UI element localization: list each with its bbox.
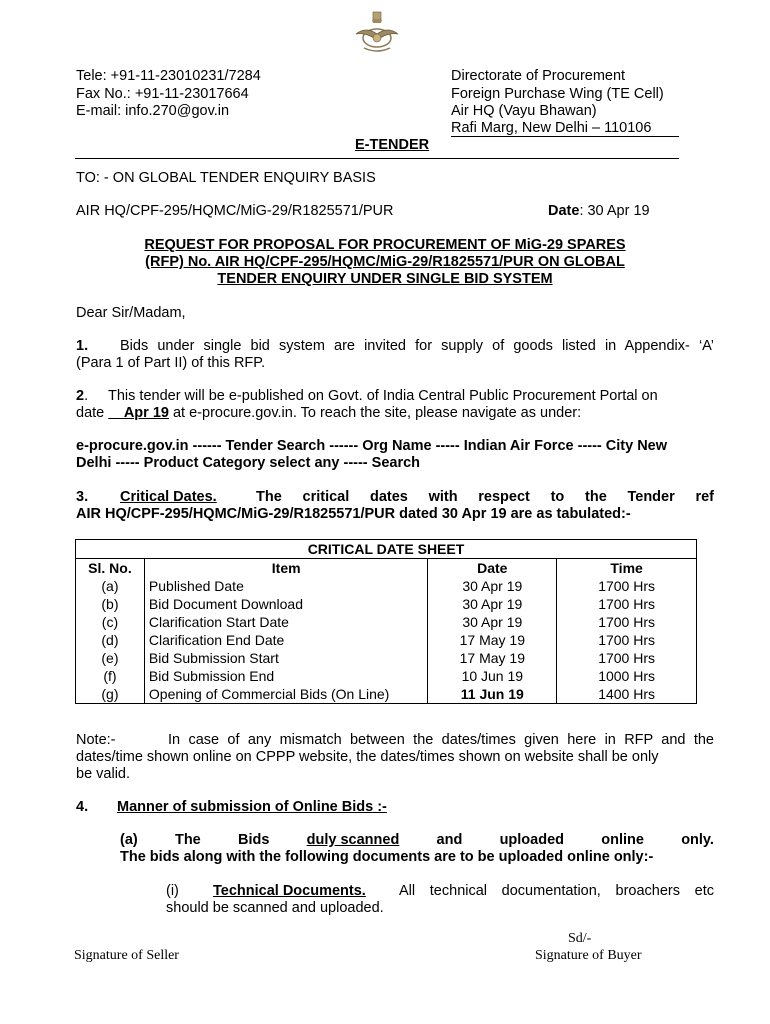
para-4a-i-heading: Technical Documents. — [213, 883, 366, 899]
para-1-number: 1. — [76, 338, 89, 354]
para-4a-i-text: All technical documentation, broachers etc — [399, 883, 714, 899]
note-line-1 — [76, 732, 714, 749]
para-1-line-1 — [76, 338, 714, 355]
row-sl-no: (f) — [76, 667, 145, 685]
signed-mark: Sd/- — [568, 931, 592, 946]
para-4a-i-line-1 — [166, 883, 714, 900]
note-label: Note:- — [76, 732, 116, 748]
para-2-date-suffix: at e-procure.gov.in. To reach the site, please navigate as under: — [168, 405, 582, 421]
contact-fax: Fax No.: +91-11-23017664 — [76, 86, 249, 102]
note-line-2: dates/time shown online on CPPP website, the dates/times shown on website shall be only — [76, 749, 659, 765]
row-date: 11 Jun 19 — [428, 685, 557, 704]
subject-line-3: TENDER ENQUIRY UNDER SINGLE BID SYSTEM — [217, 271, 553, 287]
para-2-line-2 — [76, 405, 581, 422]
table-row — [76, 577, 697, 595]
row-item: Opening of Commercial Bids (On Line) — [144, 685, 428, 704]
nav-path-line-1: e-procure.gov.in ------ Tender Search ------ Org Name ----- Indian Air Force ----- City New — [76, 438, 668, 454]
para-3-heading: Critical Dates. — [120, 489, 217, 505]
row-date: 30 Apr 19 — [428, 577, 557, 595]
row-item: Clarification Start Date — [144, 613, 428, 631]
table-row — [76, 667, 697, 685]
table-row — [76, 613, 697, 631]
row-date: 30 Apr 19 — [428, 613, 557, 631]
row-sl-no: (d) — [76, 631, 145, 649]
row-item: Bid Submission Start — [144, 649, 428, 667]
table-row — [76, 649, 697, 667]
signature-of-seller: Signature of Seller — [74, 948, 179, 963]
critical-date-table — [75, 539, 697, 704]
address-rule — [451, 136, 679, 137]
row-sl-no: (g) — [76, 685, 145, 704]
contact-telephone: Tele: +91-11-23010231/7284 — [76, 68, 261, 84]
para-4a-word: only. — [681, 832, 714, 848]
row-date: 17 May 19 — [428, 631, 557, 649]
para-4a-i-label: (i) — [166, 883, 179, 899]
to-line: TO: - ON GLOBAL TENDER ENQUIRY BASIS — [76, 170, 376, 186]
col-header-time: Time — [557, 559, 697, 578]
para-4-heading: Manner of submission of Online Bids :- — [117, 799, 387, 815]
note-line-3: be valid. — [76, 766, 131, 782]
header-divider — [75, 158, 679, 159]
subject-line-1: REQUEST FOR PROPOSAL FOR PROCUREMENT OF MiG-29 SPARES — [144, 237, 626, 253]
e-tender-heading: E-TENDER — [355, 137, 430, 153]
address-line-4: Rafi Marg, New Delhi – 110106 — [451, 120, 652, 136]
reference-date — [548, 203, 650, 220]
para-4a-word: online — [601, 832, 644, 848]
para-2-number: 2 — [76, 388, 85, 404]
para-4a-word: uploaded — [499, 832, 565, 848]
signature-of-buyer: Signature of Buyer — [535, 948, 642, 963]
col-header-date: Date — [428, 559, 557, 578]
para-3-line-1 — [76, 489, 714, 506]
row-time: 1700 Hrs — [557, 595, 697, 613]
row-time: 1700 Hrs — [557, 631, 697, 649]
iaf-emblem-icon — [352, 8, 402, 56]
nav-path-line-2: Delhi ----- Product Category select any ----- Search — [76, 455, 421, 471]
para-4a-line-2: The bids along with the following documents are to be uploaded online only:- — [120, 849, 654, 865]
row-sl-no: (e) — [76, 649, 145, 667]
para-4a-word: The — [174, 832, 201, 848]
row-time: 1400 Hrs — [557, 685, 697, 704]
para-4a-label: (a) — [120, 832, 138, 848]
date-value: : 30 Apr 19 — [579, 203, 650, 219]
para-3-line-2: AIR HQ/CPF-295/HQMC/MiG-29/R1825571/PUR dated 30 Apr 19 are as tabulated:- — [76, 506, 631, 522]
row-sl-no: (b) — [76, 595, 145, 613]
address-line-1: Directorate of Procurement — [451, 68, 626, 84]
table-row — [76, 685, 697, 704]
row-date: 10 Jun 19 — [428, 667, 557, 685]
para-4a-i-line-2: should be scanned and uploaded. — [166, 900, 384, 916]
para-4-number: 4. — [76, 799, 89, 815]
table-row — [76, 631, 697, 649]
row-time: 1700 Hrs — [557, 613, 697, 631]
row-item: Bid Document Download — [144, 595, 428, 613]
para-2-date: Apr 19 — [108, 405, 169, 421]
table-row — [76, 595, 697, 613]
critical-date-title: CRITICAL DATE SHEET — [76, 540, 697, 559]
para-4a-line-1 — [120, 832, 714, 849]
para-3-text: The critical dates with respect to the Tender ref — [256, 489, 714, 505]
para-1-line-2: (Para 1 of Part II) of this RFP. — [76, 355, 266, 371]
para-4a-word: and — [436, 832, 463, 848]
row-sl-no: (a) — [76, 577, 145, 595]
para-2-date-prefix: date — [76, 405, 109, 421]
col-header-item: Item — [144, 559, 428, 578]
contact-email: E-mail: info.270@gov.in — [76, 103, 230, 119]
row-item: Bid Submission End — [144, 667, 428, 685]
address-line-2: Foreign Purchase Wing (TE Cell) — [451, 86, 664, 102]
para-3-number: 3. — [76, 489, 89, 505]
row-time: 1700 Hrs — [557, 649, 697, 667]
row-time: 1700 Hrs — [557, 577, 697, 595]
row-item: Clarification End Date — [144, 631, 428, 649]
para-2-line-1 — [76, 388, 714, 405]
date-label: Date — [548, 203, 580, 219]
para-2-text: . This tender will be e-published on Govt. of India Central Public Procurement Portal on — [84, 388, 658, 404]
para-4a-word-duly-scanned: duly scanned — [306, 832, 400, 848]
reference-number: AIR HQ/CPF-295/HQMC/MiG-29/R1825571/PUR — [76, 203, 394, 219]
row-sl-no: (c) — [76, 613, 145, 631]
note-text-1: In case of any mismatch between the dates/times given here in RFP and the — [168, 732, 714, 748]
salutation: Dear Sir/Madam, — [76, 305, 186, 321]
row-date: 30 Apr 19 — [428, 595, 557, 613]
col-header-sl-no: Sl. No. — [76, 559, 145, 578]
subject-line-2: (RFP) No. AIR HQ/CPF-295/HQMC/MiG-29/R1825571/PUR ON GLOBAL — [145, 254, 625, 270]
para-4a-word: Bids — [237, 832, 270, 848]
para-1-text: Bids under single bid system are invited for supply of goods listed in Appendix- ‘A’ — [120, 338, 714, 354]
row-date: 17 May 19 — [428, 649, 557, 667]
address-line-3: Air HQ (Vayu Bhawan) — [451, 103, 597, 119]
row-time: 1000 Hrs — [557, 667, 697, 685]
row-item: Published Date — [144, 577, 428, 595]
